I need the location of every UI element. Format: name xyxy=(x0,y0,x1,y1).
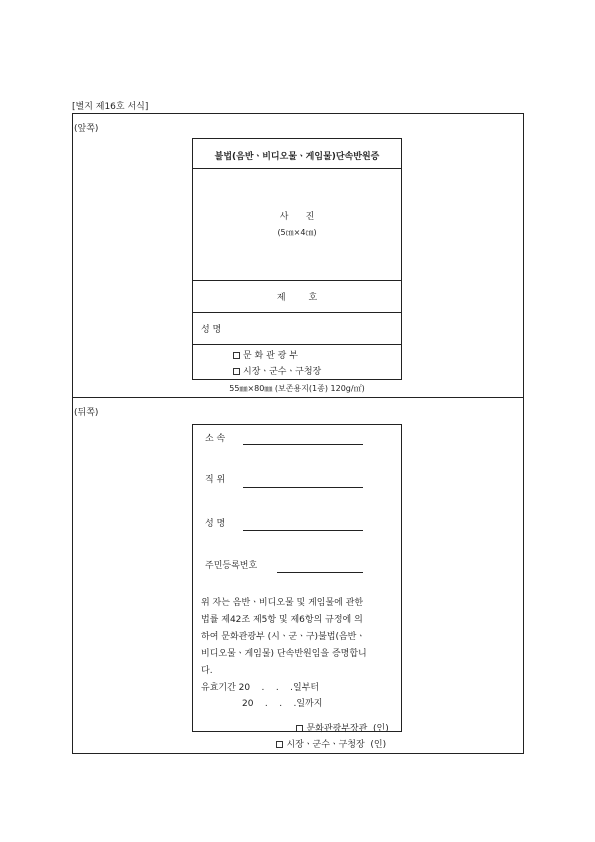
checkbox-icon xyxy=(233,352,240,359)
position-field-line[interactable] xyxy=(243,487,363,488)
back-section-label: (뒤쪽) xyxy=(74,408,99,418)
id-card-front xyxy=(192,138,402,380)
card-title: 불법(음반ㆍ비디오물ㆍ게임물)단속반원증 xyxy=(214,152,380,162)
statement-line-5: 다. xyxy=(201,666,213,676)
statement-line-4: 비디오물ㆍ게임물) 단속반원임을 증명합니 xyxy=(201,649,367,659)
front-section-label: (앞쪽) xyxy=(74,124,99,134)
photo-label: 사 진 xyxy=(279,212,315,222)
signer-local-head[interactable]: 시장ㆍ군수ㆍ구청장 (인) xyxy=(265,727,386,760)
card-number-label: 제 호 xyxy=(276,293,318,303)
checkbox-icon xyxy=(276,741,283,748)
photo-size-label: (5㎝×4㎝) xyxy=(277,228,317,237)
checkbox-culture-ministry[interactable]: 문 화 관 광 부 xyxy=(233,348,298,361)
card-spec-note: 55㎜×80㎜ (보존용지(1종) 120g/㎡) xyxy=(229,384,365,393)
front-back-divider xyxy=(73,397,523,398)
position-label: 직 위 xyxy=(205,475,226,485)
name-label-back: 성 명 xyxy=(205,519,226,529)
card-back-bottom-edge xyxy=(192,731,402,732)
checkbox-local-government[interactable]: 시장ㆍ군수ㆍ구청장 xyxy=(233,364,321,377)
name-field-line[interactable] xyxy=(243,530,363,531)
statement-line-3: 하여 문화관광부 (시ㆍ군ㆍ구)불법(음반ㆍ xyxy=(201,632,366,642)
affiliation-label: 소 속 xyxy=(205,434,226,444)
affiliation-field-line[interactable] xyxy=(243,444,363,445)
form-number-label: [별지 제16호 서식] xyxy=(72,102,149,112)
name-label: 성 명 xyxy=(201,325,222,335)
resident-number-field-line[interactable] xyxy=(277,572,363,573)
validity-end: 20 . . .일까지 xyxy=(242,699,323,709)
statement-line-1: 위 자는 음반ㆍ비디오물 및 게임물에 관한 xyxy=(201,598,364,608)
signer-culture-minister[interactable]: 문화관광부장관 (인) xyxy=(285,711,389,744)
resident-number-label: 주민등록번호 xyxy=(205,561,258,571)
checkbox-icon xyxy=(233,368,240,375)
validity-start: 유효기간 20 . . .일부터 xyxy=(201,683,320,693)
statement-line-2: 법률 제42조 제5항 및 제6항의 규정에 의 xyxy=(201,615,363,625)
id-card-back xyxy=(192,424,402,750)
